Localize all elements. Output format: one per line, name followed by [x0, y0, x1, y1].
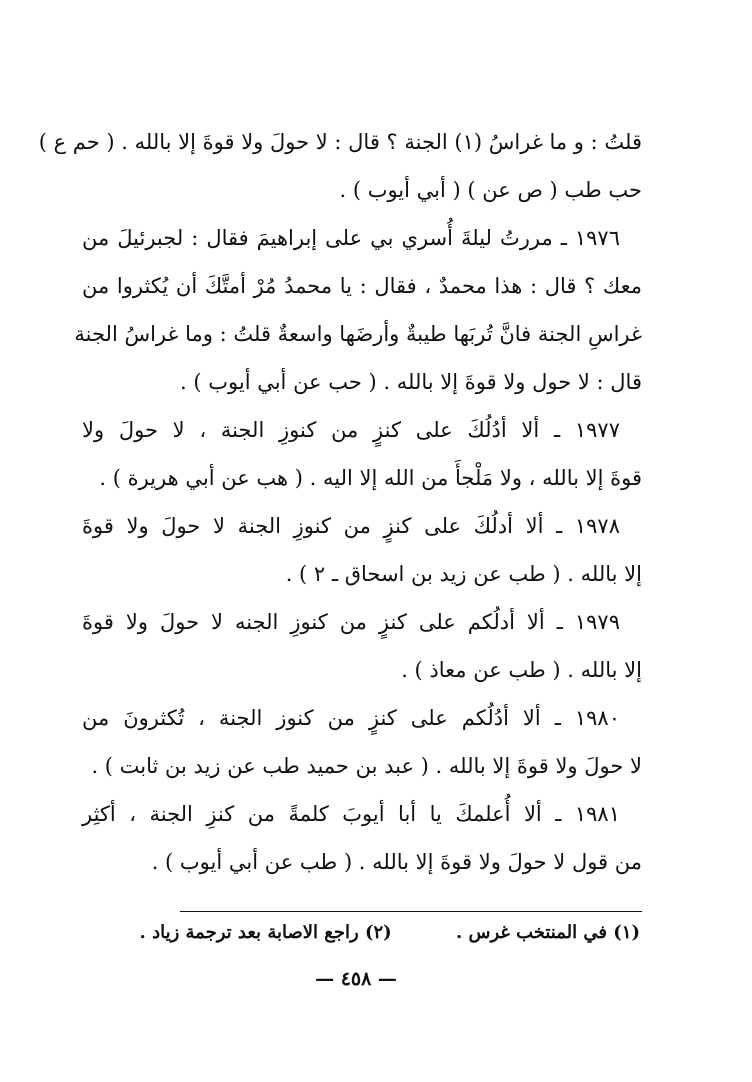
- hadith-1977-line: ١٩٧٧ ـ ألا أدُلُكَ على كنزٍ من كنوزِ الجنة ، لا حولَ ولا: [82, 418, 620, 442]
- text-line: إلا بالله . ( طب عن زيد بن اسحاق ـ ٢ ) .: [285, 562, 642, 586]
- footnote-2: (٢) راجع الاصابة بعد ترجمة زياد .: [139, 922, 392, 943]
- hadith-1981-line: ١٩٨١ ـ ألا أُعلمكَ يا أبا أيوبَ كلمةً من كنزِ الجنة ، أكثِر: [82, 802, 620, 826]
- page-number: — ٤٥٨ —: [315, 968, 397, 990]
- footnote-divider: [180, 911, 642, 912]
- main-text: [38, 118, 642, 886]
- text-line: غراسِ الجنة فانَّ تُربَها طيبةٌ وأرضَها واسعةٌ قلتُ : وما غراسُ الجنة: [74, 322, 642, 346]
- hadith-1976-line: ١٩٧٦ ـ مررتُ ليلةَ أُسري بي على إبراهيمَ فقال : لجبرئيلَ من: [82, 226, 620, 250]
- text-line: معك ؟ قال : هذا محمدٌ ، فقال : يا محمدُ مُرْ أمتَّكَ أن يُكثروا من: [82, 274, 642, 298]
- text-line: قلتُ : و ما غراسُ (١) الجنة ؟ قال : لا حولَ ولا قوةَ إلا بالله . ( حم ع ): [38, 130, 642, 154]
- hadith-1979-line: ١٩٧٩ ـ ألا أدلُكم على كنزٍ من كنوزِ الجنه لا حولَ ولا قوةَ: [82, 610, 620, 634]
- text-line: حب طب ( ص عن ) ( أبي أيوب ) .: [339, 178, 642, 202]
- text-line: من قول لا حولَ ولا قوةَ إلا بالله . ( طب عن أبي أيوب ) .: [151, 850, 642, 874]
- hadith-1978-line: ١٩٧٨ ـ ألا أدلُكَ على كنزٍ من كنوزِ الجنة لا حولَ ولا قوةَ: [82, 514, 620, 538]
- hadith-1980-line: ١٩٨٠ ـ ألا أدُلُكم على كنزٍ من كنوز الجنة ، تُكثرونَ من: [82, 706, 620, 730]
- text-line: قوةَ إلا بالله ، ولا مَلْجأَ من الله إلا اليه . ( هب عن أبي هريرة ) .: [99, 466, 642, 490]
- footnote-1: (١) في المنتخب غرس .: [455, 922, 640, 943]
- text-line: قال : لا حول ولا قوةَ إلا بالله . ( حب عن أبي أيوب ) .: [180, 370, 642, 394]
- footnotes: [140, 922, 640, 943]
- text-line: إلا بالله . ( طب عن معاذ ) .: [401, 658, 642, 682]
- text-line: لا حولَ ولا قوةَ إلا بالله . ( عبد بن حميد طب عن زيد بن ثابت ) .: [91, 754, 642, 778]
